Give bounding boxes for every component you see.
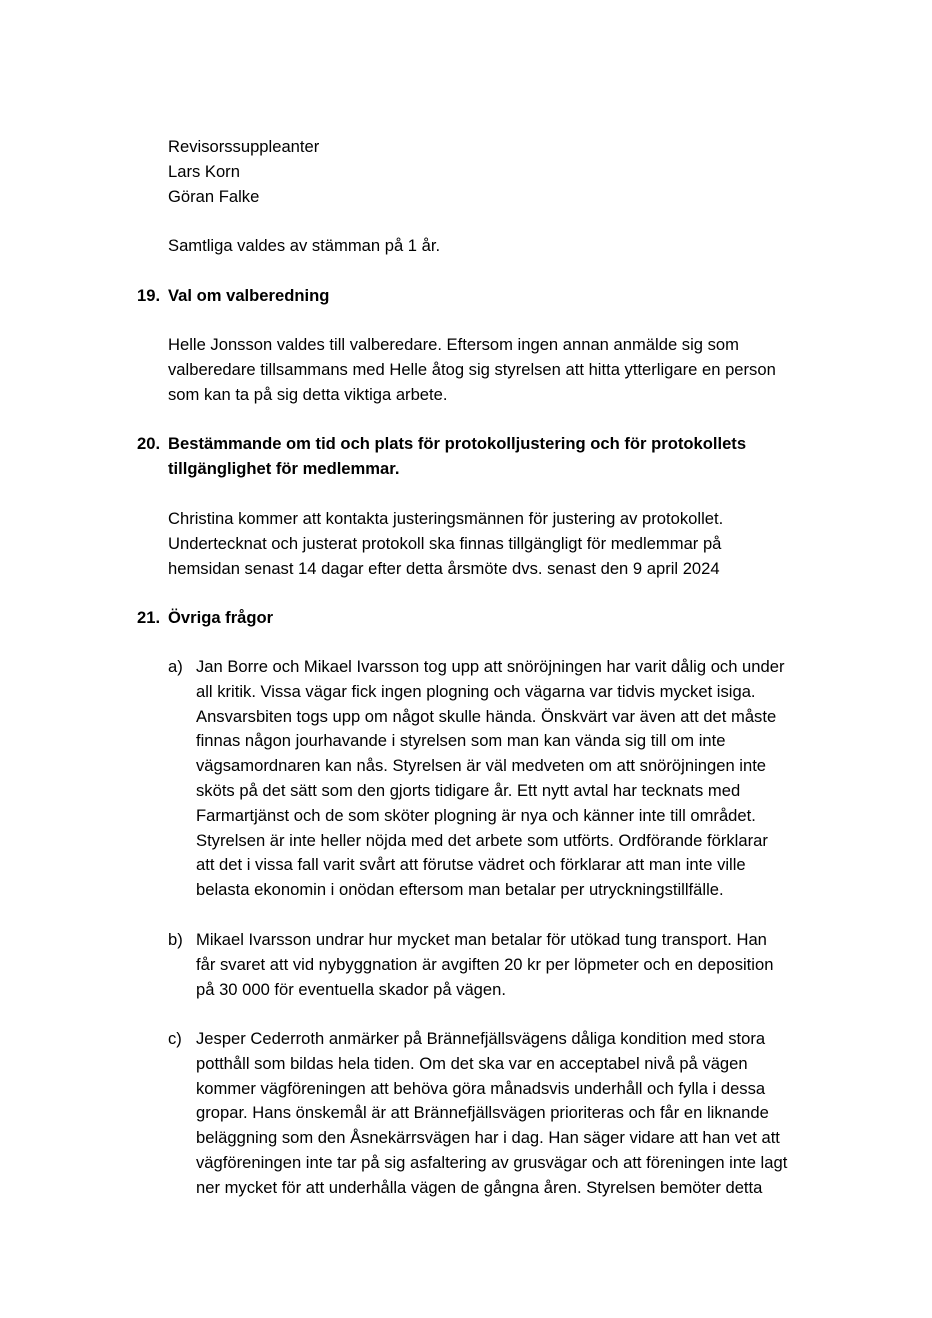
list-item-text: Jan Borre och Mikael Ivarsson tog upp att snöröjningen har varit dålig och under all kritik. Vissa vägar fick ingen plogning och vägarna var tidvis mycket isiga. Ansvarsbiten togs upp om något skulle hända. Önskvärt var även att det måste finnas någon jourhavande i styrelsen som man kan vända sig till om inte vägsamordnaren kan nås. Styrelsen är väl medveten om att snöröjningen inte sköts på det sätt som den gjorts tidigare år. Ett nytt avtal har tecknats med Farmartjänst och de som sköter plogning är nya och känner inte till området. Styrelsen är inte heller nöjda med det arbete som utförts. Ordförande förklarar att det i vissa fall varit svårt att förutse vädret och förklarar att man inte ville belasta ekonomin i onödan eftersom man betalar per utryckningstillfälle. xyxy=(196,657,785,900)
section-title: Övriga frågor xyxy=(168,608,274,627)
list-item-text: Jesper Cederroth anmärker på Brännefjällsvägens dåliga kondition med stora potthåll som bildas hela tiden. Om det ska var en acceptabel nivå på vägen kommer vägföreningen att behöva göra månadsvis underhåll och fylla i dessa gropar. Hans önskemål är att Brännefjällsvägen prioriteras och får en liknande beläggning som den Åsnekärrsvägen har i dag. Han säger vidare att han vet att vägföreningen inte tar på sig asfaltering av grusvägar och att föreningen inte lagt ner mycket för att underhålla vägen de gångna åren. Styrelsen bemöter detta xyxy=(196,1029,788,1197)
list-marker: b) xyxy=(168,930,183,949)
section-title: Bestämmande om tid och plats för protokolljustering och för protokollets tillgänglighet för medlemmar. xyxy=(168,434,747,478)
section-19-body: Helle Jonsson valdes till valberedare. Eftersom ingen annan anmälde sig som valberedare tillsammans med Helle åtog sig styrelsen att hitta ytterligare en person som kan ta på sig detta viktiga arbete. xyxy=(168,335,776,404)
section-21-heading xyxy=(0,606,932,631)
section-number: 19. xyxy=(137,286,161,305)
list-item-text: Mikael Ivarsson undrar hur mycket man betalar för utökad tung transport. Han får svaret att vid nybyggnation är avgiften 20 kr per löpmeter och en deposition på 30 000 för eventuella skador på vägen. xyxy=(196,930,774,999)
section-20-heading xyxy=(0,432,932,482)
auditor-substitute-name: Lars Korn xyxy=(168,161,240,181)
list-marker: a) xyxy=(168,657,183,676)
auditor-substitute-name: Göran Falke xyxy=(168,186,260,206)
section-number: 21. xyxy=(137,608,161,627)
section-19-heading xyxy=(0,284,932,309)
section-20-body: Christina kommer att kontakta justeringsmännen för justering av protokollet. Undertecknat och justerat protokoll ska finnas tillgängligt för medlemmar på hemsidan senast 14 dagar efter detta årsmöte dvs. senast den 9 april 2024 xyxy=(168,509,724,578)
section-title: Val om valberedning xyxy=(168,286,330,305)
auditor-substitutes-title: Revisorssuppleanter xyxy=(168,137,320,156)
election-note: Samtliga valdes av stämman på 1 år. xyxy=(168,236,441,255)
section-number: 20. xyxy=(137,434,161,453)
list-marker: c) xyxy=(168,1029,182,1048)
auditor-substitutes-block xyxy=(168,135,319,209)
